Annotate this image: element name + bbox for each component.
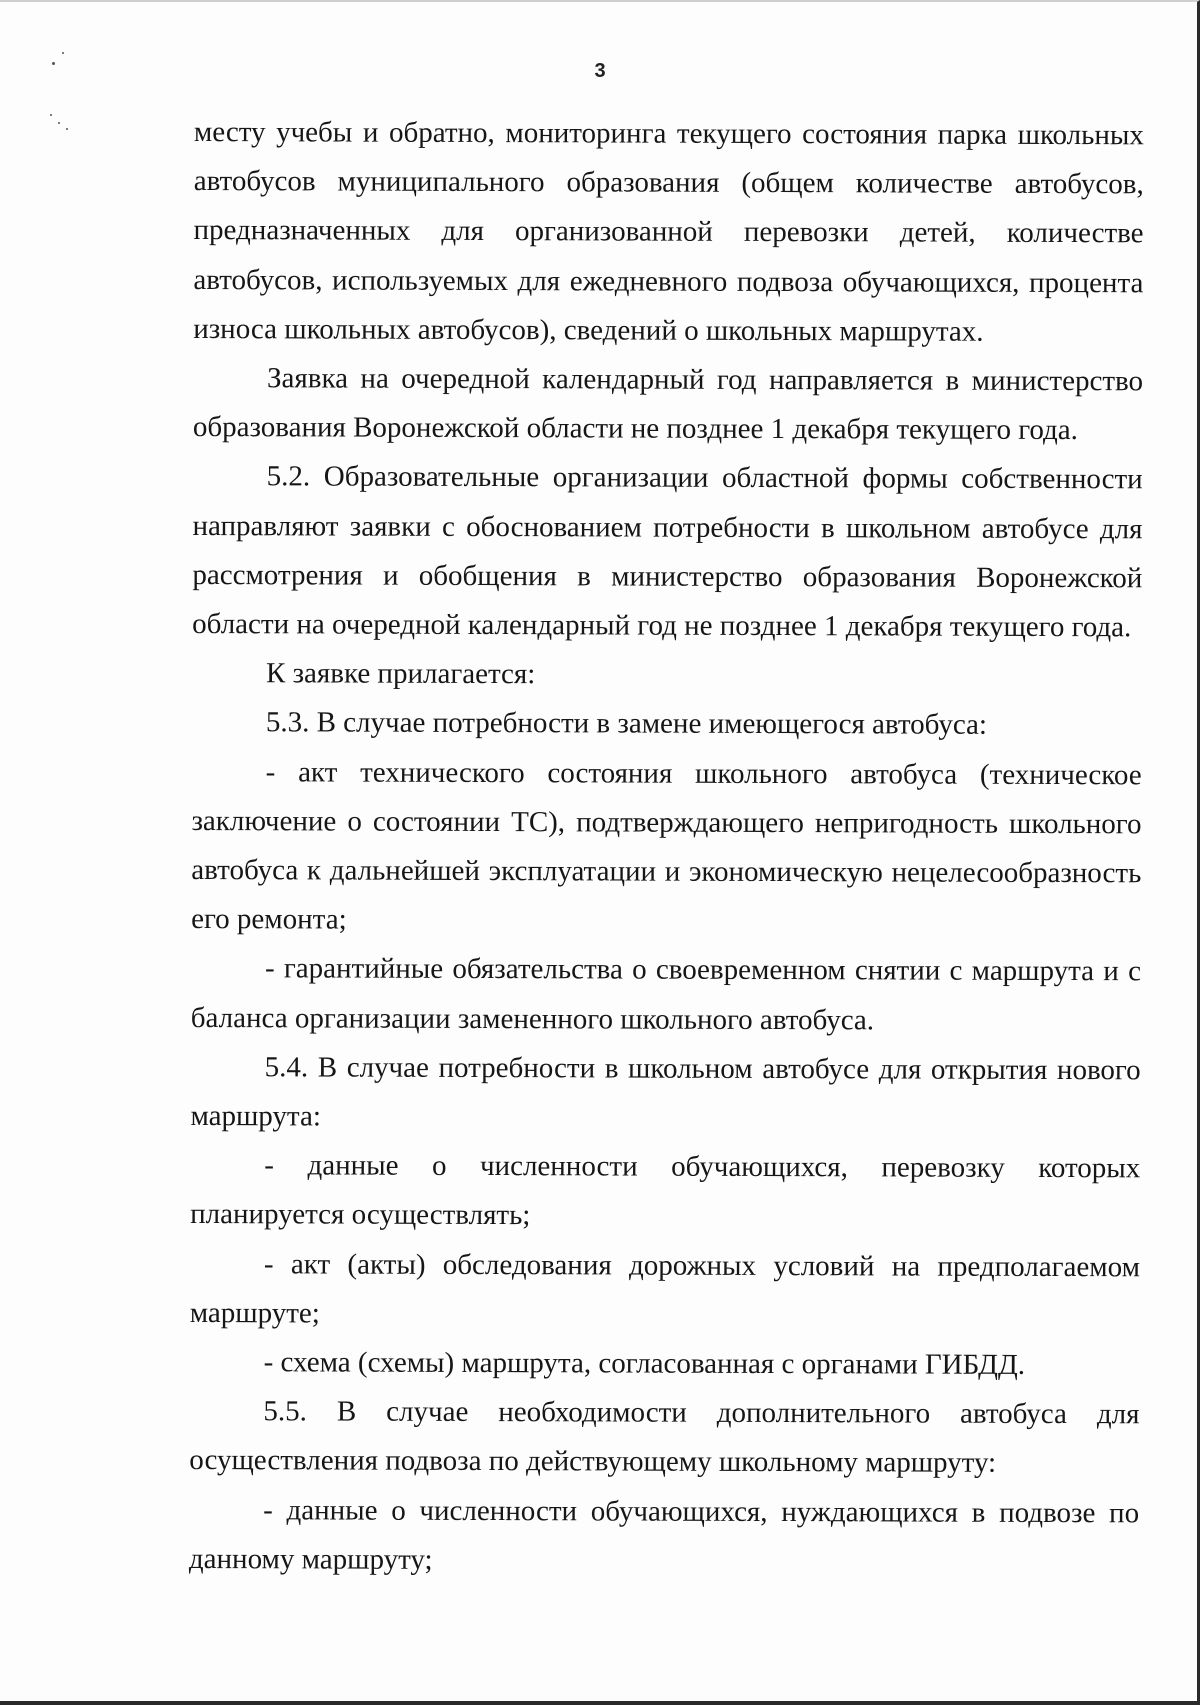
list-item-technical-act: - акт технического состояния школьного автобуса (техническое заключение о состоянии ТС), подтверждающего непригодность школьного автобуса к дальнейшей эксплуатации и экономическую нецелесообразность его ремонта; xyxy=(191,755,1142,936)
paragraph-5-4: 5.4. В случае потребности в школьном автобусе для открытия нового маршрута: xyxy=(190,1051,1141,1133)
paragraph-5-3: 5.3. В случае потребности в замене имеющегося автобуса: xyxy=(265,706,988,742)
list-item-guarantee-obligations: - гарантийные обязательства о своевременном снятии с маршрута и с баланса организации замененного школьного автобуса. xyxy=(190,952,1142,1037)
scan-artifact xyxy=(66,128,68,130)
list-item-students-needing-transport: - данные о численности обучающихся, нуждающихся в подвозе по данному маршруту; xyxy=(188,1493,1140,1576)
scan-artifact xyxy=(50,114,52,116)
list-item-road-survey-act: - акт (акты) обследования дорожных условий на предполагаемом маршруте; xyxy=(189,1247,1141,1330)
paragraph-5-2: 5.2. Образовательные организации областной формы собственности направляют заявки с обоснованием потребности в школьном автобусе для рассмотрения и обобщения в министерство образования Воронежской области на очередной календарный год не позднее 1 декабря текущего года. xyxy=(192,460,1143,644)
paragraph-5-5: 5.5. В случае необходимости дополнительного автобуса для осуществления подвоза по действующему школьному маршруту: xyxy=(189,1395,1140,1480)
list-item-route-scheme: - схема (схемы) маршрута, согласованная с органами ГИБДД. xyxy=(263,1346,1026,1381)
page-number: 3 xyxy=(594,60,606,82)
paragraph-application-deadline: Заявка на очередной календарный год направляется в министерство образования Воронежской области не позднее 1 декабря текущего года. xyxy=(192,362,1144,447)
scan-artifact xyxy=(62,52,64,54)
paragraph-continuation: месту учебы и обратно, мониторинга текущего состояния парка школьных автобусов муниципального образования (общем количестве автобусов, предназначенных для организованной перевозки детей, количестве автобусов, используемых для ежедневного подвоза обучающихся, процента износа школьных автобусов), сведений о школьных маршрутах. xyxy=(193,115,1144,348)
scan-artifact xyxy=(58,122,60,124)
paragraph-attachments-heading: К заявке прилагается: xyxy=(265,657,536,691)
document-body xyxy=(189,108,1144,1587)
list-item-student-count: - данные о численности обучающихся, перевозку которых планируется осуществлять; xyxy=(190,1149,1141,1232)
